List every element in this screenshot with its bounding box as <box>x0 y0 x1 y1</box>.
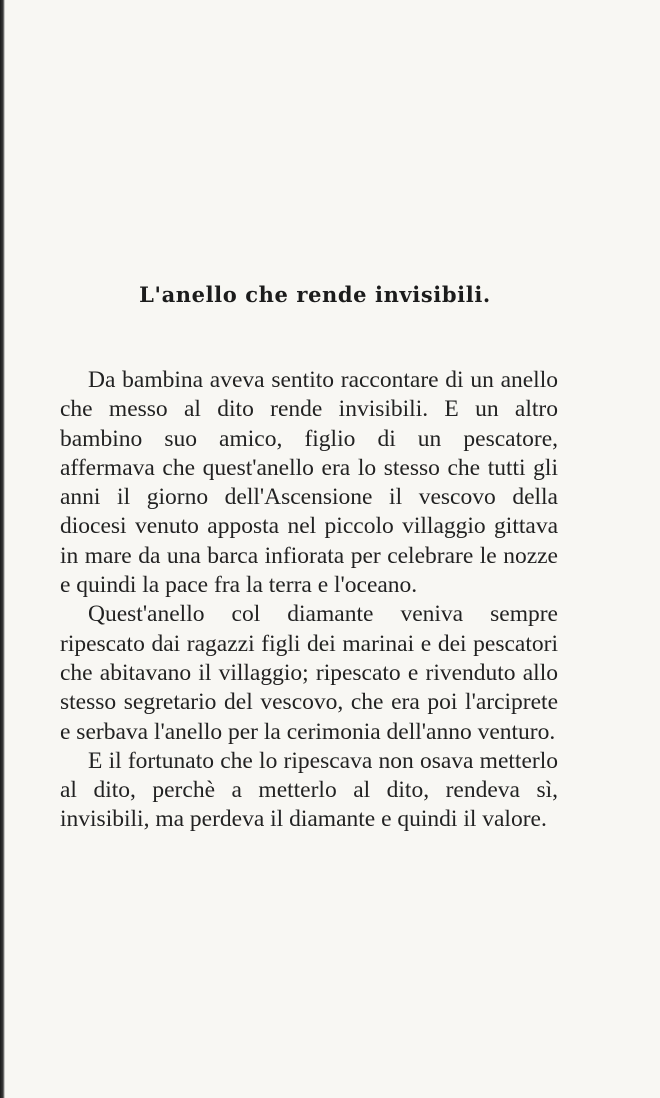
paragraph-3: E il fortunato che lo ripescava non osava metterlo al dito, perchè a metterlo al dito, rendeva sì, invisibili, ma perdeva il diamante e quindi il valore. <box>60 747 558 833</box>
chapter-body <box>60 366 558 835</box>
chapter-title: L'anello che rende invisibili. <box>139 282 491 307</box>
paragraph-2: Quest'anello col diamante veniva sempre ripescato dai ragazzi figli dei marinai e dei pescatori che abitavano il villaggio; ripescato e rivenduto allo stesso segretario del vescovo, che era poi l'arciprete e serbava l'anello per la cerimonia dell'anno venturo. <box>60 601 558 745</box>
page-binding-edge <box>0 0 5 1098</box>
paragraph-1: Da bambina aveva sentito raccontare di un anello che messo al dito rende invisibili. E un altro bambino suo amico, figlio di un pescatore, affermava che quest'anello era lo stesso che tutti gli anni il giorno dell'Ascensione il vescovo della diocesi venuto apposta nel piccolo villaggio gittava in mare da una barca infiorata per celebrare le nozze e quindi la pace fra la terra e l'oceano. <box>60 367 558 599</box>
